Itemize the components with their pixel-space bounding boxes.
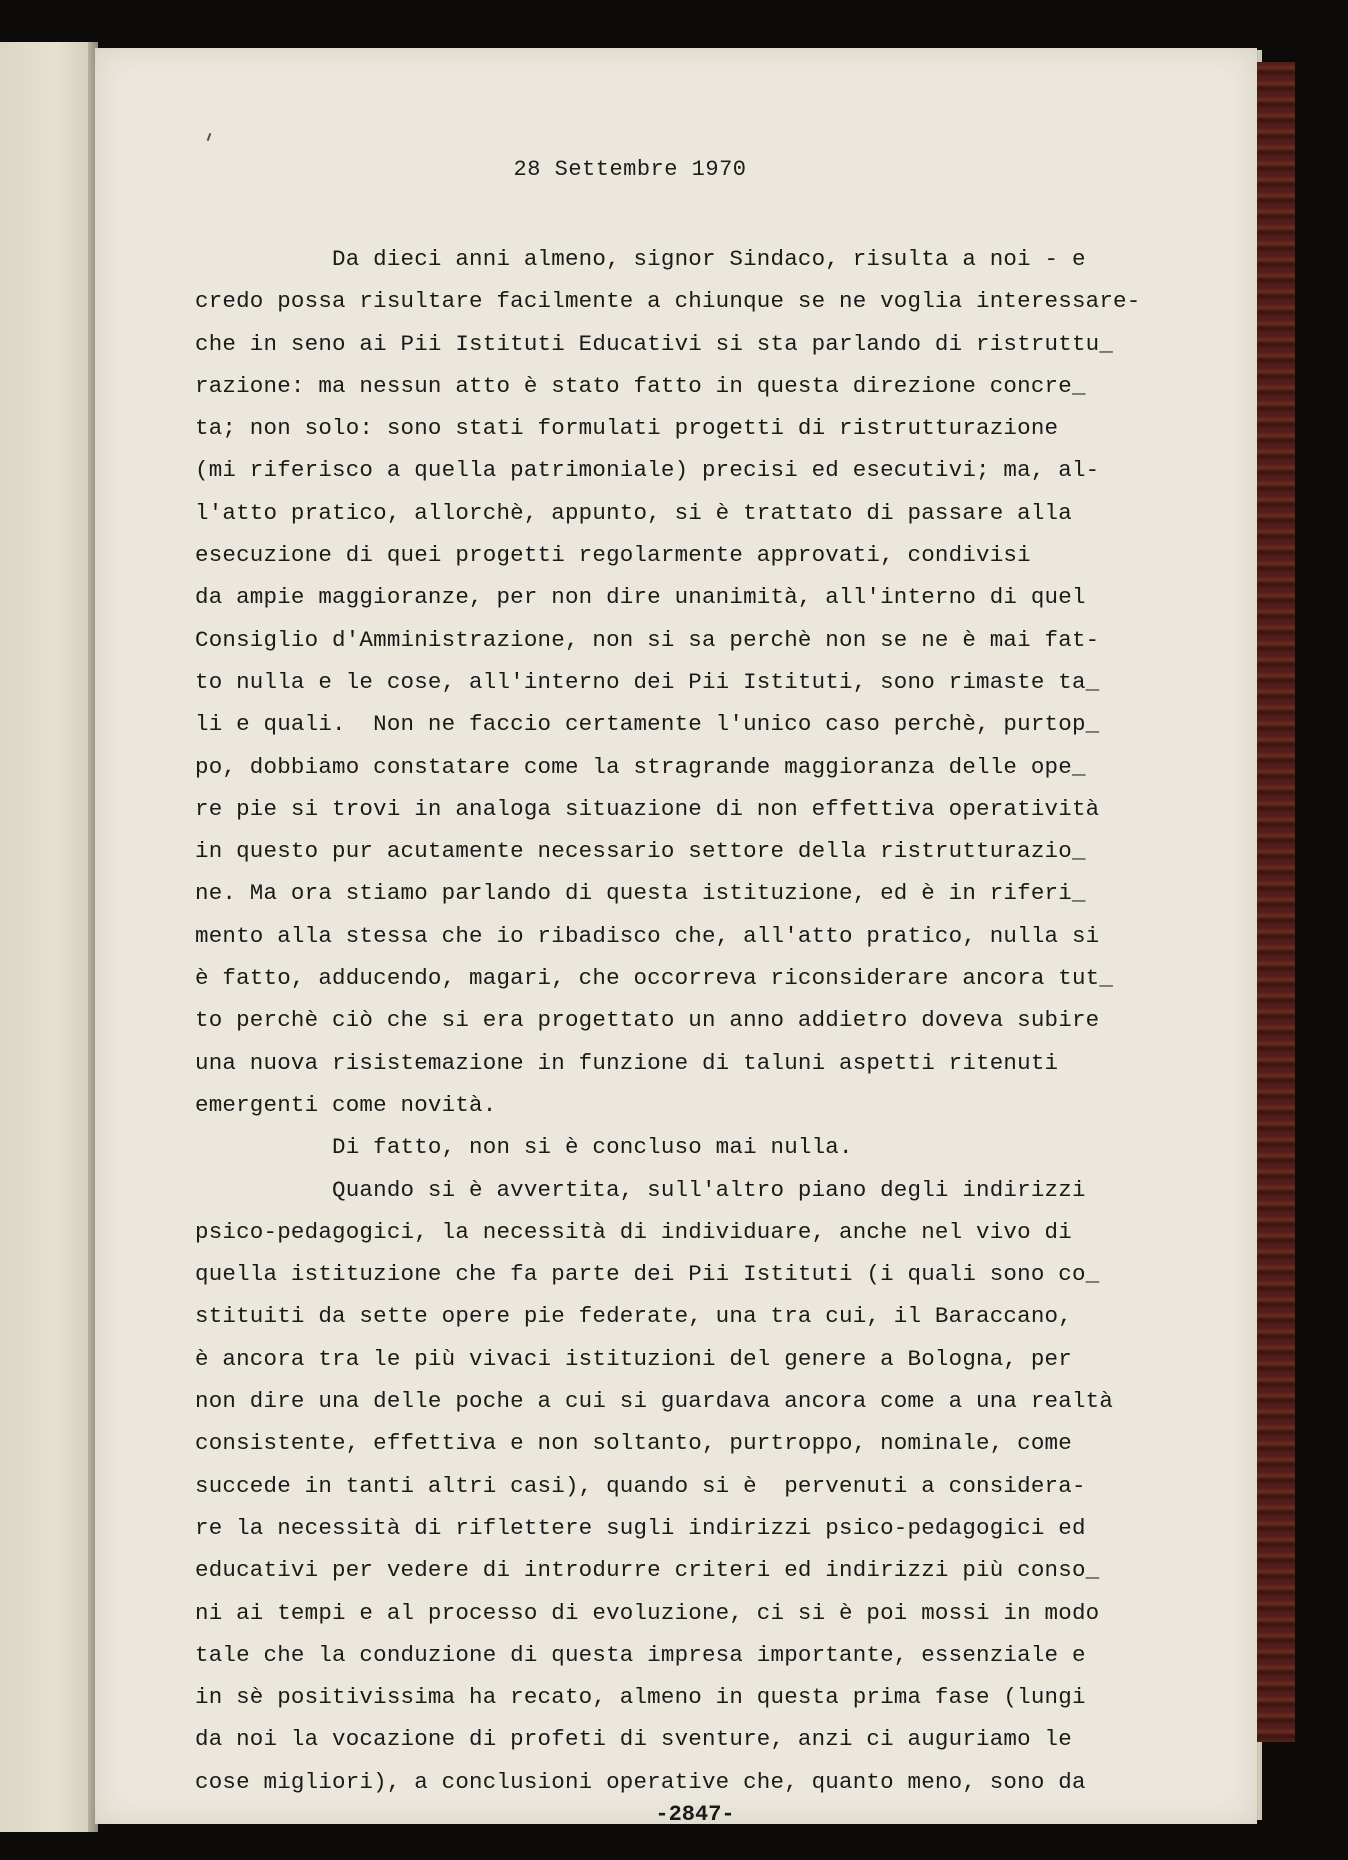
text-line: cose migliori), a conclusioni operative che, quanto meno, sono da [195,1768,1086,1795]
text-line: ta; non solo: sono stati formulati progetti di ristrutturazione [195,415,1059,442]
text-line: non dire una delle poche a cui si guardava ancora come a una realtà [195,1388,1114,1415]
text-line: è ancora tra le più vivaci istituzioni del genere a Bologna, per [195,1345,1072,1372]
text-line: razione: ma nessun atto è stato fatto in questa direzione concre_ [195,372,1086,399]
text-line: re pie si trovi in analoga situazione di non effettiva operatività [195,795,1100,822]
text-line: Di fatto, non si è concluso mai nulla. [195,1134,853,1161]
text-line: Consiglio d'Amministrazione, non si sa perchè non se ne è mai fat- [195,626,1100,653]
text-line: stituiti da sette opere pie federate, una tra cui, il Baraccano, [195,1303,1072,1330]
text-line: to nulla e le cose, all'interno dei Pii Istituti, sono rimaste ta_ [195,668,1100,695]
text-line: to perchè ciò che si era progettato un anno addietro doveva subire [195,1007,1100,1034]
text-line: esecuzione di quei progetti regolarmente approvati, condivisi [195,542,1031,569]
text-line: in questo pur acutamente necessario settore della ristrutturazio_ [195,838,1086,865]
text-line: da ampie maggioranze, per non dire unanimità, all'interno di quel [195,584,1086,611]
text-line: da noi la vocazione di profeti di sventure, anzi ci auguriamo le [195,1726,1072,1753]
typewritten-body [195,238,1185,1803]
text-line: Quando si è avvertita, sull'altro piano degli indirizzi [195,1176,1086,1203]
text-line: psico-pedagogici, la necessità di individuare, anche nel vivo di [195,1218,1072,1245]
text-line: (mi riferisco a quella patrimoniale) precisi ed esecutivi; ma, al- [195,457,1100,484]
text-line: ni ai tempi e al processo di evoluzione, ci si è poi mossi in modo [195,1599,1100,1626]
text-line: l'atto pratico, allorchè, appunto, si è trattato di passare alla [195,499,1072,526]
text-line: è fatto, adducendo, magari, che occorreva riconsiderare ancora tut_ [195,965,1114,992]
page-number: -2847- [655,1802,735,1827]
left-facing-page-edge [0,42,95,1832]
text-line: in sè positivissima ha recato, almeno in questa prima fase (lungi [195,1684,1086,1711]
text-line: che in seno ai Pii Istituti Educativi si sta parlando di ristruttu_ [195,330,1114,357]
text-line: quella istituzione che fa parte dei Pii Istituti (i quali sono co_ [195,1261,1100,1288]
text-line: re la necessità di riflettere sugli indirizzi psico-pedagogici ed [195,1514,1086,1541]
text-line: ne. Ma ora stiamo parlando di questa istituzione, ed è in riferi_ [195,880,1086,907]
text-line: succede in tanti altri casi), quando si è pervenuti a considera- [195,1472,1086,1499]
text-line: consistente, effettiva e non soltanto, purtroppo, nominale, come [195,1430,1072,1457]
text-line: mento alla stessa che io ribadisco che, all'atto pratico, nulla si [195,922,1100,949]
date-heading: 28 Settembre 1970 [513,157,747,182]
text-line: una nuova risistemazione in funzione di taluni aspetti ritenuti [195,1049,1059,1076]
text-line: educativi per vedere di introdurre criteri ed indirizzi più conso_ [195,1557,1100,1584]
text-line: li e quali. Non ne faccio certamente l'unico caso perchè, purtop_ [195,711,1100,738]
text-line: emergenti come novità. [195,1091,497,1118]
book-binding-spine [1255,62,1295,1742]
text-line: Da dieci anni almeno, signor Sindaco, risulta a noi - e [195,246,1086,272]
text-line: credo possa risultare facilmente a chiunque se ne voglia interessare- [195,288,1141,315]
text-line: po, dobbiamo constatare come la stragrande maggioranza delle ope_ [195,753,1086,780]
text-line: tale che la conduzione di questa impresa importante, essenziale e [195,1641,1086,1668]
